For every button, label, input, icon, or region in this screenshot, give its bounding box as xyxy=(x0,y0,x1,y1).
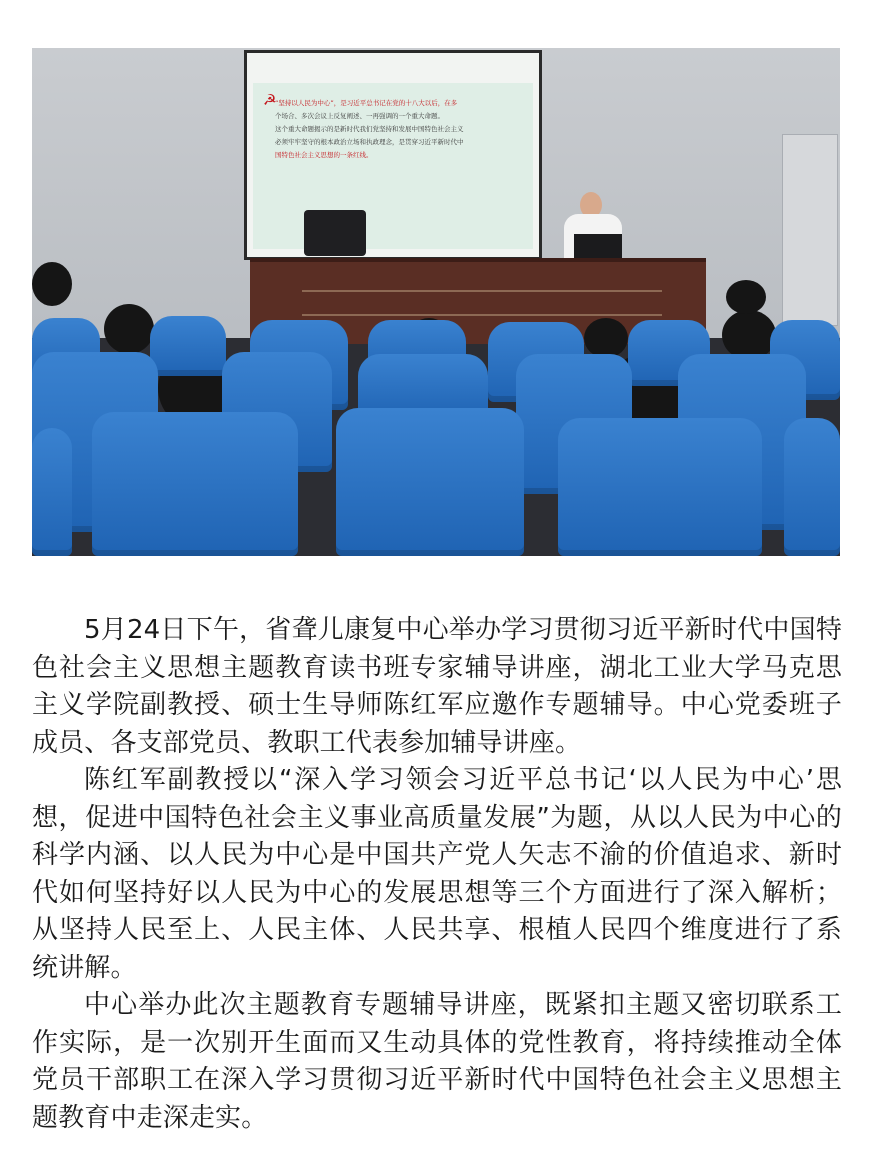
seat xyxy=(558,418,762,556)
article-body xyxy=(32,612,842,1137)
seat xyxy=(32,428,72,556)
slide-text xyxy=(275,97,525,162)
audience-head xyxy=(32,262,72,306)
slide-line: 国特色社会主义思想的一条红线。 xyxy=(275,151,373,159)
projection-screen xyxy=(244,50,542,260)
door xyxy=(782,134,838,326)
podium-chair xyxy=(304,210,366,256)
lecture-photo xyxy=(32,48,840,556)
audience-head xyxy=(584,318,628,358)
slide-line: 这个重大命题揭示的是新时代我们党坚持和发展中国特色社会主义 xyxy=(275,125,464,133)
audience-head xyxy=(722,310,776,360)
party-emblem-icon: ☭ xyxy=(263,91,277,109)
slide-line: 必须牢牢坚守的根本政治立场和执政理念，是贯穿习近平新时代中 xyxy=(275,138,464,146)
audience-head xyxy=(726,280,766,314)
audience-head xyxy=(104,304,154,354)
seat xyxy=(784,418,840,556)
laptop xyxy=(574,234,622,258)
podium-decoration xyxy=(302,290,662,316)
article-paragraph: 5月24日下午，省聋儿康复中心举办学习贯彻习近平新时代中国特色社会主义思想主题教育读书班专家辅导讲座，湖北工业大学马克思主义学院副教授、硕士生导师陈红军应邀作专题辅导。中心党委班子成员、各支部党员、教职工代表参加辅导讲座。 xyxy=(32,615,842,758)
slide xyxy=(253,83,533,249)
seat xyxy=(336,408,524,556)
article-paragraph: 中心举办此次主题教育专题辅导讲座，既紧扣主题又密切联系工作实际，是一次别开生面而又生动具体的党性教育，将持续推动全体党员干部职工在深入学习贯彻习近平新时代中国特色社会主义思想主题教育中走深走实。 xyxy=(32,990,842,1133)
slide-line: 个场合、多次会议上反复阐述、一再强调的一个重大命题。 xyxy=(275,112,444,120)
slide-line: “坚持以人民为中心”，是习近平总书记在党的十八大以后，在多 xyxy=(275,99,458,107)
seat xyxy=(92,412,298,556)
article-paragraph: 陈红军副教授以“深入学习领会习近平总书记‘以人民为中心’思想，促进中国特色社会主义事业高质量发展”为题，从以人民为中心的科学内涵、以人民为中心是中国共产党人矢志不渝的价值追求、新时代如何坚持好以人民为中心的发展思想等三个方面进行了深入解析；从坚持人民至上、人民主体、人民共享、根植人民四个维度进行了系统讲解。 xyxy=(32,765,842,983)
seat xyxy=(150,316,226,376)
